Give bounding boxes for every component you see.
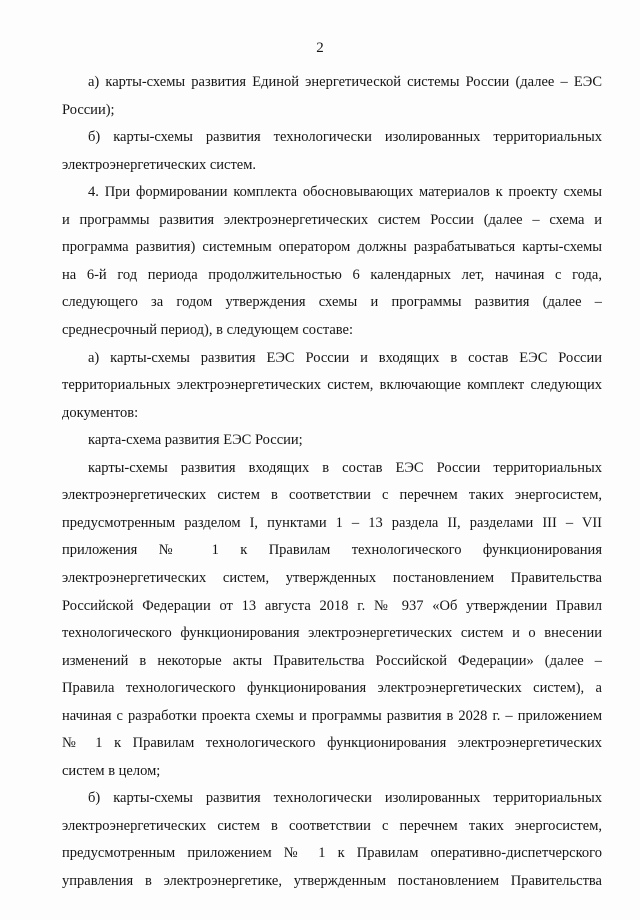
text-line: документов: bbox=[62, 404, 139, 421]
text-line: приложения № 1 к Правилам технологического функционирования bbox=[62, 542, 602, 559]
text-line: и программы развития электроэнергетических систем России (далее – схема и bbox=[62, 211, 602, 228]
text-line: территориальных электроэнергетических систем, включающие комплект следующих bbox=[62, 377, 602, 394]
text-line: предусмотренным приложением № 1 к Правилам оперативно-диспетчерского bbox=[62, 845, 602, 862]
text-line: на 6-й год периода продолжительностью 6 календарных лет, начиная с года, bbox=[62, 266, 602, 283]
text-line: № 1 к Правилам технологического функционирования электроэнергетических bbox=[62, 735, 602, 752]
text-line: б) карты-схемы развития технологически изолированных территориальных bbox=[88, 129, 602, 146]
text-line: 4. При формировании комплекта обосновывающих материалов к проекту схемы bbox=[88, 184, 602, 201]
text-line: электроэнергетических систем. bbox=[62, 156, 257, 173]
text-line: следующего за годом утверждения схемы и программы развития (далее – bbox=[62, 294, 602, 311]
text-line: программа развития) системным оператором должны разрабатываться карты-схемы bbox=[62, 239, 602, 256]
text-line: карта-схема развития ЕЭС России; bbox=[88, 432, 303, 449]
text-line: начиная с разработки проекта схемы и программы развития в 2028 г. – приложением bbox=[62, 707, 602, 724]
text-line: а) карты-схемы развития Единой энергетической системы России (далее – ЕЭС bbox=[88, 74, 602, 90]
text-line: управления в электроэнергетике, утвержденным постановлением Правительства bbox=[62, 873, 602, 889]
page-number: 2 bbox=[316, 40, 324, 56]
text-line: а) карты-схемы развития ЕЭС России и входящих в состав ЕЭС России bbox=[88, 349, 602, 366]
text-line: изменений в некоторые акты Правительства Российской Федерации» (далее – bbox=[62, 652, 602, 669]
text-line: Российской Федерации от 13 августа 2018 г. № 937 «Об утверждении Правил bbox=[62, 597, 602, 614]
text-line: предусмотренным разделом I, пунктами 1 – 13 раздела II, разделами III – VII bbox=[62, 514, 602, 531]
text-line: технологического функционирования электроэнергетических систем и о внесении bbox=[62, 625, 602, 641]
text-line: б) карты-схемы развития технологически изолированных территориальных bbox=[88, 790, 602, 807]
text-line: электроэнергетических систем в соответствии с перечнем таких энергосистем, bbox=[62, 487, 602, 504]
text-line: среднесрочный период), в следующем составе: bbox=[62, 322, 354, 338]
text-line: карты-схемы развития входящих в состав ЕЭС России территориальных bbox=[88, 459, 602, 476]
text-line: электроэнергетических систем, утвержденных постановлением Правительства bbox=[62, 569, 602, 586]
text-line: России); bbox=[62, 101, 115, 118]
text-line: Правила технологического функционирования электроэнергетических систем), а bbox=[62, 680, 602, 697]
text-line: электроэнергетических систем в соответствии с перечнем таких энергосистем, bbox=[62, 817, 602, 834]
text-line: систем в целом; bbox=[62, 762, 161, 779]
